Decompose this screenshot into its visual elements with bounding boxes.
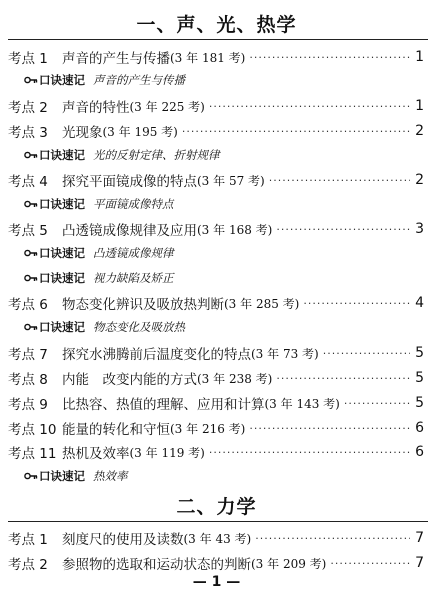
- point-title: 探究平面镜成像的特点: [62, 174, 197, 190]
- dot-leader: [276, 223, 410, 236]
- exam-count: (3 年 43 考): [183, 531, 252, 546]
- page-number: 2: [415, 123, 424, 139]
- toc-entry[interactable]: [8, 442, 424, 462]
- exam-count: (3 年 195 考): [102, 124, 178, 139]
- toc-entry[interactable]: [8, 418, 424, 438]
- section-divider: [8, 521, 428, 522]
- mnemonic-label: 口诀速记: [39, 73, 85, 87]
- dot-leader: [209, 100, 410, 113]
- exam-count: (3 年 181 考): [170, 50, 246, 65]
- point-number: 考点 2: [8, 100, 48, 116]
- key-icon: [24, 321, 38, 333]
- exam-count: (3 年 225 考): [129, 99, 205, 114]
- point-title: 物态变化辨识及吸放热判断: [62, 297, 224, 313]
- exam-count: (3 年 73 考): [251, 346, 319, 361]
- point-title: 声音的特性: [62, 100, 130, 116]
- key-icon: [24, 198, 38, 210]
- page-number: 7: [415, 555, 424, 571]
- point-number: 考点 8: [8, 372, 48, 388]
- point-number: 考点 5: [8, 223, 48, 239]
- mnemonic-label: 口诀速记: [39, 197, 85, 211]
- point-number: 考点 1: [8, 532, 48, 548]
- section-title-acoustics-optics-heat: 一、声、光、热学: [136, 14, 297, 36]
- exam-count: (3 年 216 考): [170, 421, 246, 436]
- key-icon: [24, 149, 38, 161]
- dot-leader: [330, 557, 410, 570]
- dot-leader: [255, 532, 410, 545]
- page-number: 1: [415, 98, 424, 114]
- toc-entry[interactable]: [8, 96, 424, 116]
- point-title: 比热容、热值的理解、应用和计算: [62, 397, 265, 413]
- mnemonic-entry[interactable]: [24, 146, 220, 164]
- mnemonic-entry[interactable]: [24, 244, 174, 262]
- toc-entry[interactable]: [8, 393, 424, 413]
- point-title: 凸透镜成像规律及应用: [62, 223, 197, 239]
- toc-entry[interactable]: [8, 293, 424, 313]
- mnemonic-text: 物态变化及吸放热: [93, 320, 185, 334]
- point-title: 刻度尺的使用及读数: [62, 532, 184, 548]
- page-footer-number: — 1 —: [192, 574, 241, 590]
- mnemonic-entry[interactable]: [24, 318, 185, 336]
- point-number: 考点 4: [8, 174, 48, 190]
- point-number: 考点 11: [8, 446, 57, 462]
- point-number: 考点 3: [8, 125, 48, 141]
- point-number: 考点 2: [8, 557, 48, 573]
- point-title: 光现象: [62, 125, 103, 141]
- dot-leader: [249, 51, 410, 64]
- point-title: 声音的产生与传播: [62, 51, 170, 67]
- key-icon: [24, 74, 38, 86]
- point-number: 考点 7: [8, 347, 48, 363]
- exam-count: (3 年 168 考): [197, 222, 273, 237]
- mnemonic-label: 口诀速记: [39, 148, 85, 162]
- mnemonic-text: 光的反射定律、折射规律: [93, 148, 220, 162]
- page-number: 4: [415, 295, 424, 311]
- point-title: 参照物的选取和运动状态的判断: [62, 557, 251, 573]
- point-number: 考点 9: [8, 397, 48, 413]
- mnemonic-text: 声音的产生与传播: [93, 73, 185, 87]
- page-number: 2: [415, 172, 424, 188]
- mnemonic-entry[interactable]: [24, 269, 174, 287]
- toc-entry[interactable]: [8, 528, 424, 548]
- dot-leader: [323, 347, 410, 360]
- mnemonic-label: 口诀速记: [39, 271, 85, 285]
- section-divider: [8, 39, 428, 40]
- point-title: 能量的转化和守恒: [62, 422, 170, 438]
- page-number: 7: [415, 530, 424, 546]
- dot-leader: [276, 372, 410, 385]
- mnemonic-entry[interactable]: [24, 71, 185, 89]
- toc-entry[interactable]: [8, 343, 424, 363]
- dot-leader: [182, 125, 410, 138]
- page-number: 1: [415, 49, 424, 65]
- dot-leader: [344, 397, 410, 410]
- point-number: 考点 10: [8, 422, 57, 438]
- page-number: 3: [415, 221, 424, 237]
- dot-leader: [269, 174, 410, 187]
- section-title-mechanics: 二、力学: [176, 496, 257, 518]
- key-icon: [24, 470, 38, 482]
- toc-entry[interactable]: [8, 219, 424, 239]
- page-number: 5: [415, 370, 424, 386]
- mnemonic-entry[interactable]: [24, 467, 128, 485]
- point-number: 考点 6: [8, 297, 48, 313]
- mnemonic-text: 热效率: [93, 469, 128, 483]
- dot-leader: [249, 422, 410, 435]
- exam-count: (3 年 209 考): [251, 556, 327, 571]
- exam-count: (3 年 57 考): [197, 173, 265, 188]
- exam-count: (3 年 285 考): [224, 296, 300, 311]
- page-number: 5: [415, 345, 424, 361]
- mnemonic-text: 平面镜成像特点: [93, 197, 174, 211]
- mnemonic-text: 视力缺陷及矫正: [93, 271, 174, 285]
- dot-leader: [209, 446, 410, 459]
- point-title: 内能 改变内能的方式: [62, 372, 197, 388]
- mnemonic-label: 口诀速记: [39, 246, 85, 260]
- toc-entry[interactable]: [8, 368, 424, 388]
- exam-count: (3 年 238 考): [197, 371, 273, 386]
- toc-entry[interactable]: [8, 47, 424, 67]
- exam-count: (3 年 143 考): [264, 396, 340, 411]
- key-icon: [24, 272, 38, 284]
- mnemonic-label: 口诀速记: [39, 469, 85, 483]
- exam-count: (3 年 119 考): [129, 445, 205, 460]
- page-number: 6: [415, 444, 424, 460]
- point-title: 热机及效率: [62, 446, 130, 462]
- point-title: 探究水沸腾前后温度变化的特点: [62, 347, 251, 363]
- mnemonic-entry[interactable]: [24, 195, 174, 213]
- mnemonic-label: 口诀速记: [39, 320, 85, 334]
- page-number: 5: [415, 395, 424, 411]
- mnemonic-text: 凸透镜成像规律: [93, 246, 174, 260]
- dot-leader: [303, 297, 410, 310]
- key-icon: [24, 247, 38, 259]
- toc-entry[interactable]: [8, 170, 424, 190]
- toc-entry[interactable]: [8, 121, 424, 141]
- page-number: 6: [415, 420, 424, 436]
- point-number: 考点 1: [8, 51, 48, 67]
- toc-entry[interactable]: [8, 553, 424, 573]
